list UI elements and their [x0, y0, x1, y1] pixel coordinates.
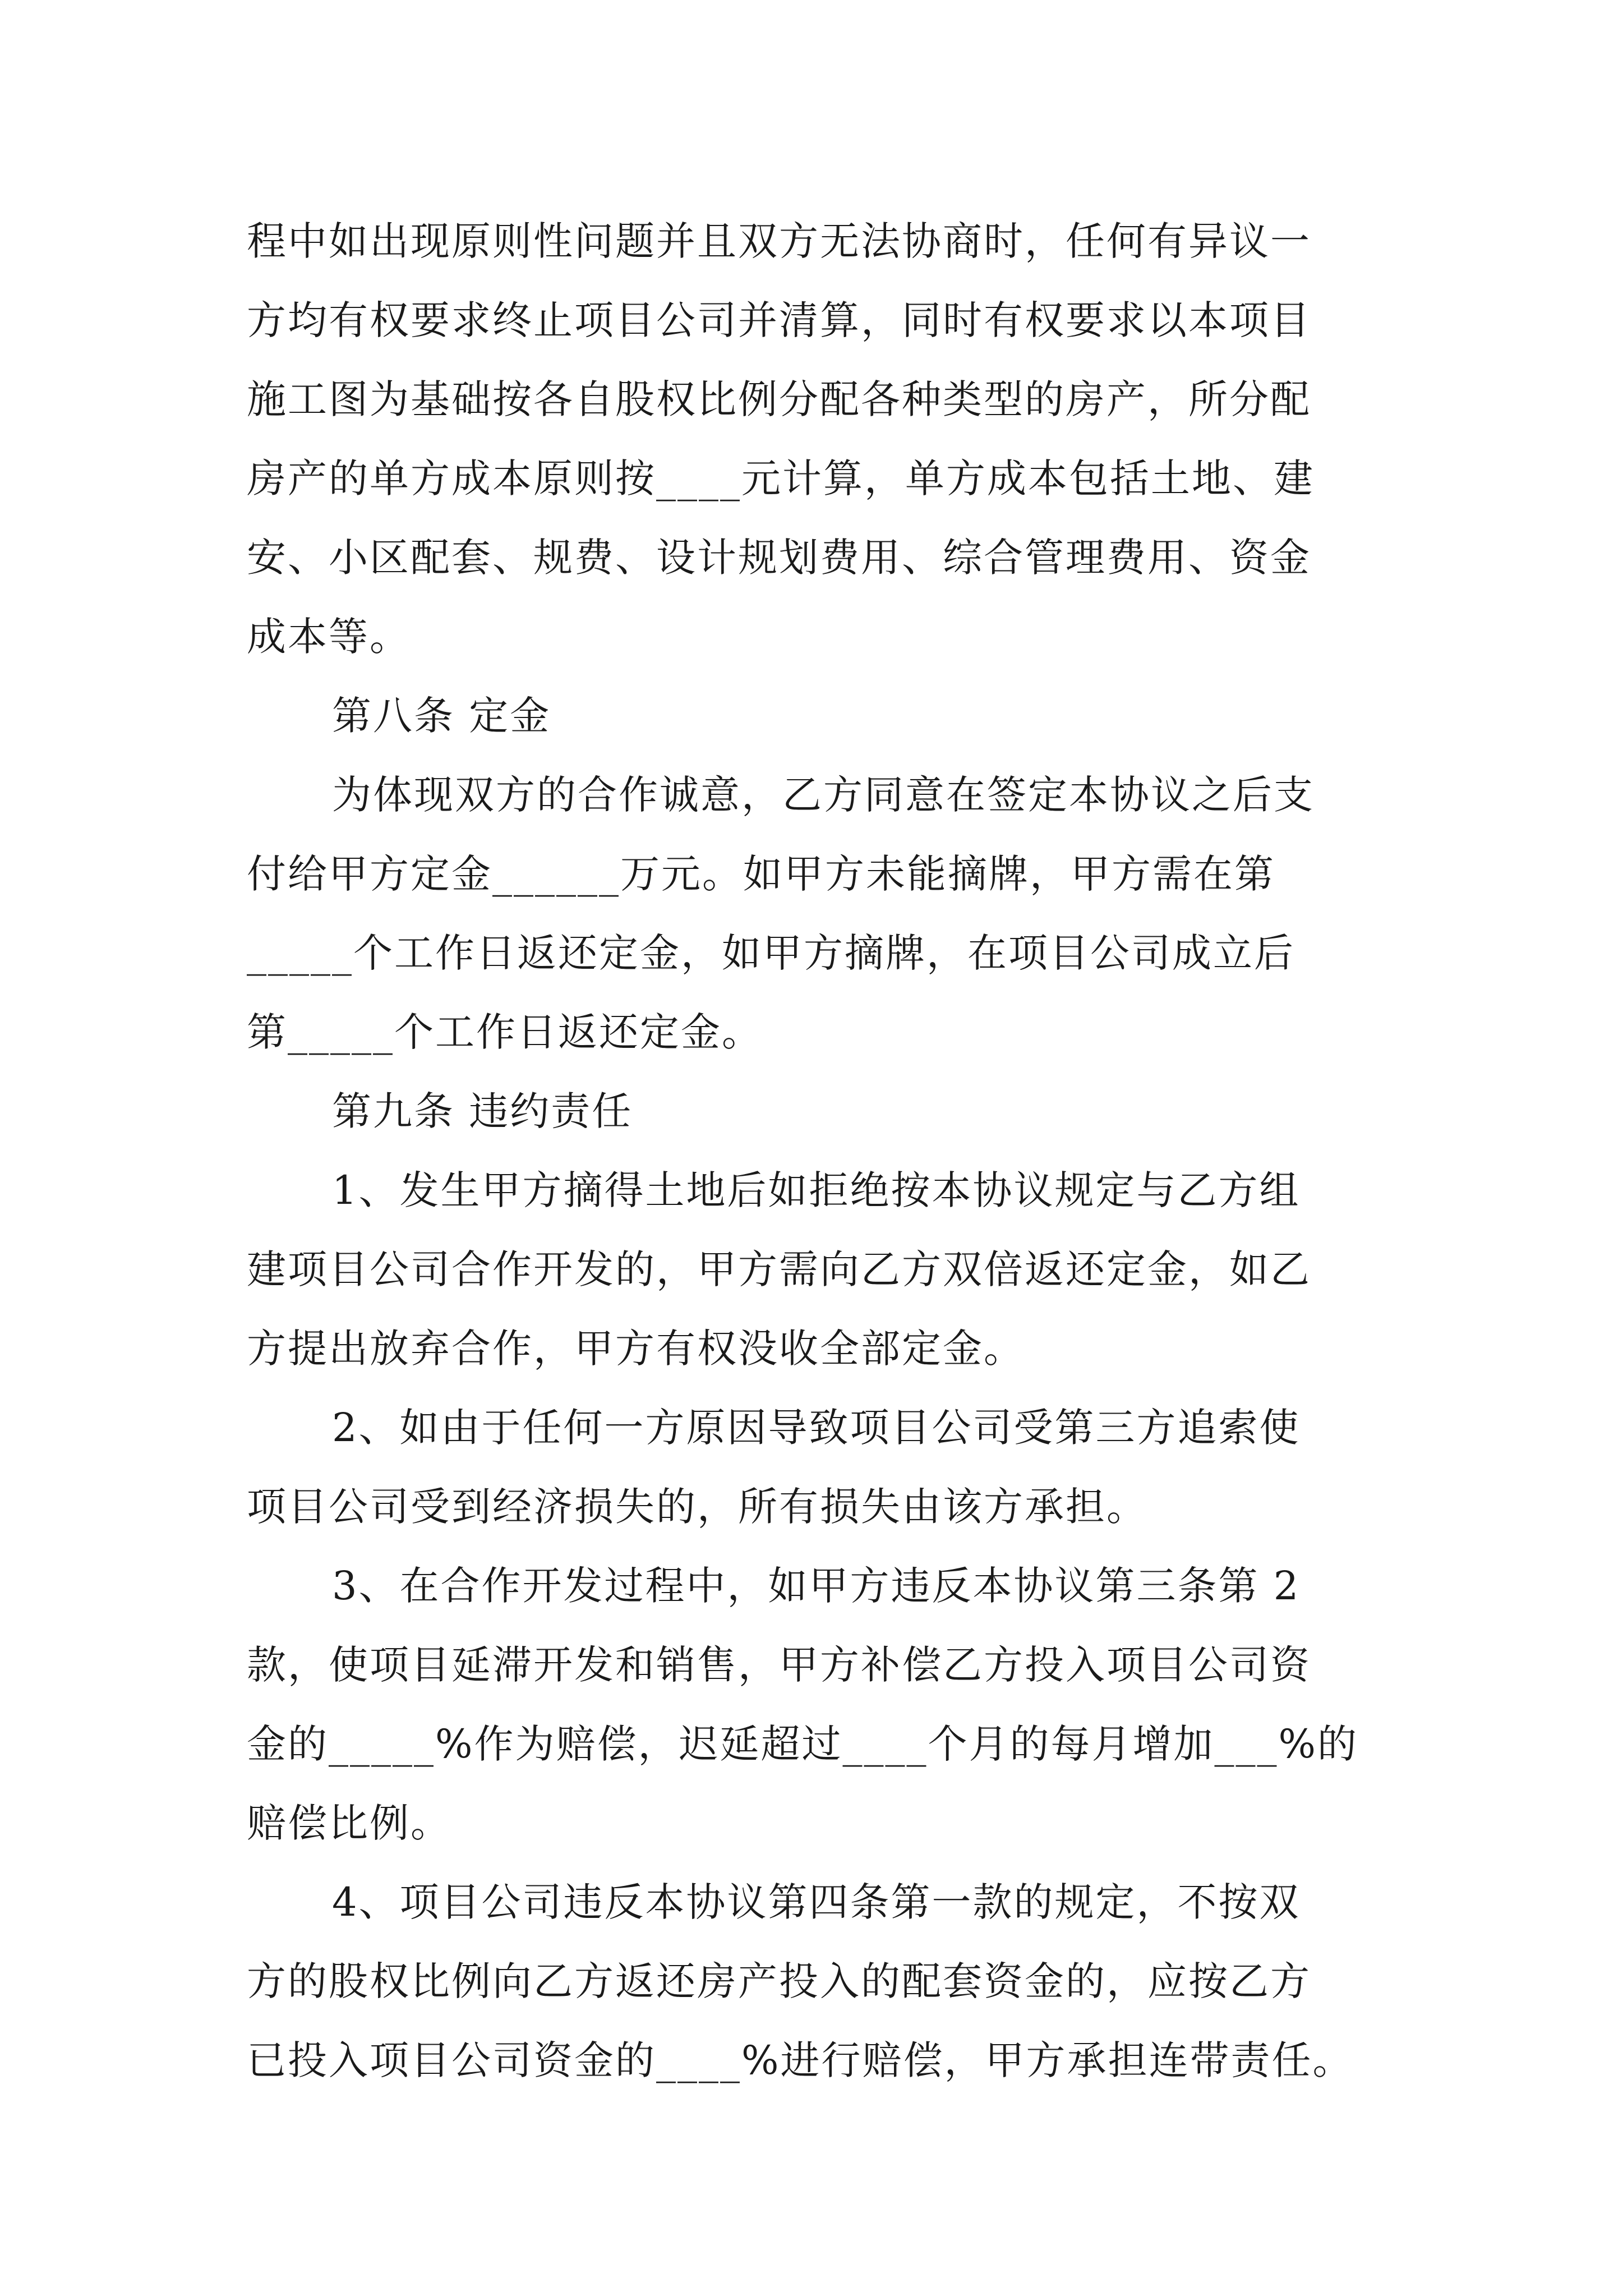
clause-9-item-2: [247, 1388, 1396, 1547]
text-line: 施工图为基础按各自股权比例分配各种类型的房产，所分配: [247, 376, 1311, 422]
text-line: 建项目公司合作开发的，甲方需向乙方双倍返还定金，如乙: [247, 1246, 1311, 1292]
text-line: 程中如出现原则性问题并且双方无法协商时，任何有异议一: [247, 218, 1311, 264]
clause-7-continuation: [247, 202, 1396, 677]
text-line: 方均有权要求终止项目公司并清算，同时有权要求以本项目: [247, 297, 1311, 343]
text-line: 4、项目公司违反本协议第四条第一款的规定，不按双: [332, 1879, 1301, 1925]
text-line: 方提出放弃合作，甲方有权没收全部定金。: [247, 1326, 1025, 1372]
clause-9-heading: [247, 1072, 1396, 1151]
clause-8-body: [247, 756, 1396, 1072]
clause-8-heading: [247, 677, 1396, 756]
text-line: 项目公司受到经济损失的，所有损失由该方承担。: [247, 1484, 1147, 1530]
text-line: _____个工作日返还定金，如甲方摘牌，在项目公司成立后: [247, 930, 1295, 976]
clause-9-item-4: [247, 1863, 1396, 2100]
text-line: 安、小区配套、规费、设计规划费用、综合管理费用、资金: [247, 535, 1311, 581]
text-line: 2、如由于任何一方原因导致项目公司受第三方追索使: [332, 1405, 1301, 1451]
text-line: 房产的单方成本原则按____元计算，单方成本包括土地、建: [247, 455, 1315, 501]
text-line: 金的_____%作为赔偿，迟延超过____个月的每月增加___%的: [247, 1721, 1359, 1767]
text-line: 已投入项目公司资金的____%进行赔偿，甲方承担连带责任。: [247, 2037, 1354, 2083]
document-body: [247, 202, 1396, 2100]
section-heading: 第八条 定金: [332, 693, 551, 739]
text-line: 为体现双方的合作诚意，乙方同意在签定本协议之后支: [332, 772, 1315, 818]
text-line: 1、发生甲方摘得土地后如拒绝按本协议规定与乙方组: [332, 1167, 1301, 1213]
text-line: 成本等。: [247, 614, 411, 660]
text-line: 赔偿比例。: [247, 1800, 451, 1846]
section-heading: 第九条 违约责任: [332, 1088, 633, 1134]
text-line: 第_____个工作日返还定金。: [247, 1009, 763, 1055]
text-line: 方的股权比例向乙方返还房产投入的配套资金的，应按乙方: [247, 1958, 1311, 2004]
text-line: 款，使项目延滞开发和销售，甲方补偿乙方投入项目公司资: [247, 1642, 1311, 1688]
text-line: 3、在合作开发过程中，如甲方违反本协议第三条第 2: [332, 1563, 1301, 1609]
text-line: 付给甲方定金______万元。如甲方未能摘牌，甲方需在第: [247, 851, 1275, 897]
clause-9-item-1: [247, 1151, 1396, 1388]
clause-9-item-3: [247, 1547, 1396, 1863]
